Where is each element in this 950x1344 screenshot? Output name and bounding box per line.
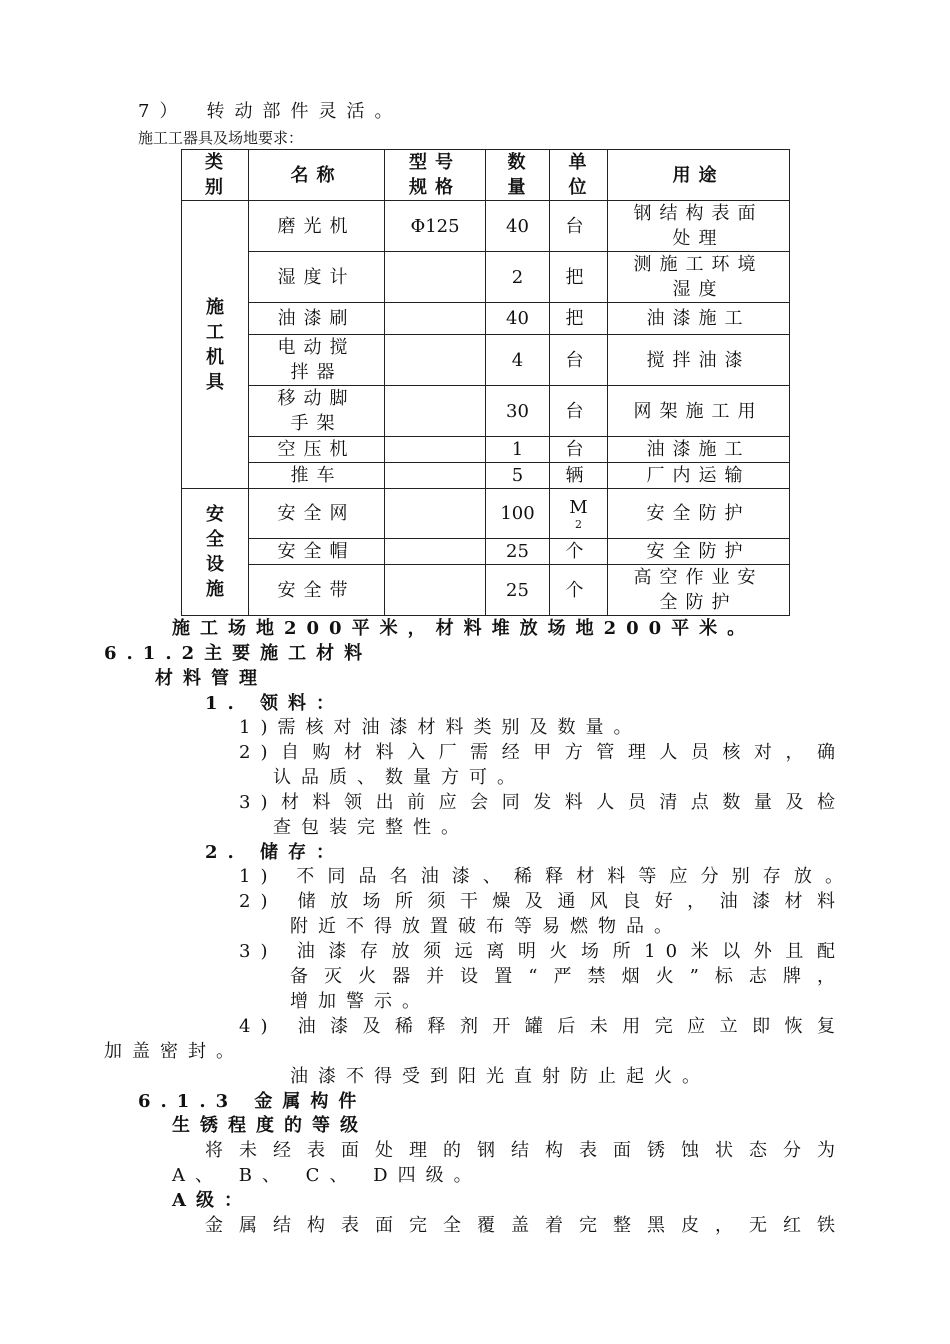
tool-unit: 把 [550,303,608,335]
tool-unit: 台 [550,437,608,463]
tool-unit: 台 [550,335,608,386]
tool-qty: 30 [486,386,550,437]
rust-para-line-1: 将未经表面处理的钢结构表面锈蚀状态分为 [205,1140,845,1161]
tool-name: 电动搅拌器 [249,335,385,386]
tool-use: 安全防护 [608,539,790,565]
header-category: 类别 [182,150,249,201]
tool-use: 搅拌油漆 [608,335,790,386]
section-6-1-3-title: 6.1.3 金属构件 [138,1091,367,1112]
tool-qty: 5 [486,463,550,489]
table-row [182,252,790,303]
section-6-1-2-title: 6.1.2主要施工材料 [104,643,373,664]
tool-unit: 个 [550,565,608,616]
tool-name: 安全网 [249,489,385,539]
tool-spec: Φ125 [385,201,486,252]
tool-name: 空压机 [249,437,385,463]
tool-unit: 辆 [550,463,608,489]
header-qty: 数量 [486,150,550,201]
tool-qty: 100 [486,489,550,539]
tool-spec [385,303,486,335]
tool-spec [385,539,486,565]
header-unit: 单位 [550,150,608,201]
tool-use: 油漆施工 [608,303,790,335]
item-2-line-7: 4) 油漆及稀释剂开罐后未用完应立即恢复 [239,1016,845,1037]
tool-name: 移动脚手架 [249,386,385,437]
tool-qty: 25 [486,565,550,616]
category-cell: 施工机具 [182,201,249,489]
item-2-line-4: 3) 油漆存放须远离明火场所10米以外且配 [239,941,845,962]
tool-spec [385,335,486,386]
tool-spec [385,489,486,539]
tool-use: 厂内运输 [608,463,790,489]
tool-unit: 个 [550,539,608,565]
item-7-text: 7） 转动部件灵活。 [138,101,403,122]
tool-qty: 40 [486,303,550,335]
material-management-heading: 材料管理 [155,668,267,689]
tool-use: 安全防护 [608,489,790,539]
table-header-row [182,150,790,201]
tool-name: 安全帽 [249,539,385,565]
table-row [182,463,790,489]
tool-spec [385,252,486,303]
tools-title: 施工工器具及场地要求： [138,129,304,147]
item-2-line-9: 油漆不得受到阳光直射防止起火。 [290,1066,710,1087]
tool-name: 湿度计 [249,252,385,303]
table-row [182,303,790,335]
tool-qty: 25 [486,539,550,565]
site-requirement: 施工场地200平米，材料堆放场地200平米。 [172,618,756,639]
item-2-title: 2. 储存： [205,842,345,863]
tool-qty: 1 [486,437,550,463]
tool-qty: 4 [486,335,550,386]
tool-spec [385,565,486,616]
tool-name: 油漆刷 [249,303,385,335]
item-2-line-8: 加盖密封。 [104,1041,244,1062]
tool-spec [385,463,486,489]
tool-use: 钢结构表面处理 [608,201,790,252]
header-use: 用途 [608,150,790,201]
tool-name: 安全带 [249,565,385,616]
tool-name: 磨光机 [249,201,385,252]
tool-qty: 2 [486,252,550,303]
tool-spec [385,386,486,437]
tool-use: 油漆施工 [608,437,790,463]
item-2-line-6: 增加警示。 [290,991,430,1012]
table-row [182,489,790,539]
table-row [182,539,790,565]
tool-use: 网架施工用 [608,386,790,437]
item-2-line-2: 2) 储放场所须干燥及通风良好，油漆材料 [239,891,845,912]
tool-unit: M 2 [550,489,608,539]
table-row [182,437,790,463]
item-2-line-3: 附近不得放置破布等易燃物品。 [290,916,682,937]
table-row [182,335,790,386]
tool-use: 高空作业安全防护 [608,565,790,616]
tool-unit: 台 [550,386,608,437]
item-1-line-5: 查包装完整性。 [273,817,469,838]
item-2-line-1: 1) 不同品名油漆、稀释材料等应分别存放。 [239,866,853,887]
grade-a-text: 金属结构表面完全覆盖着完整黑皮，无红铁 [205,1215,845,1236]
table-row [182,386,790,437]
tool-name: 推车 [249,463,385,489]
tool-qty: 40 [486,201,550,252]
header-spec: 型号规格 [385,150,486,201]
tools-table [181,149,790,616]
rust-para-line-2: A、 B、 C、 D四级。 [172,1165,482,1186]
tool-use: 测施工环境湿度 [608,252,790,303]
item-1-line-2: 2)自购材料入厂需经甲方管理人员核对，确 [239,742,845,763]
tool-unit: 把 [550,252,608,303]
table-row [182,201,790,252]
table-row [182,565,790,616]
item-1-title: 1. 领料： [205,693,345,714]
item-1-line-3: 认品质、数量方可。 [273,767,525,788]
tool-unit: 台 [550,201,608,252]
rust-grade-heading: 生锈程度的等级 [172,1115,368,1136]
category-cell: 安全设施 [182,489,249,616]
item-1-line-4: 3)材料领出前应会同发料人员清点数量及检 [239,792,845,813]
item-2-line-5: 备灭火器并设置“严禁烟火”标志牌， [290,966,845,987]
header-name: 名称 [249,150,385,201]
grade-a-heading: A级： [172,1190,252,1211]
item-1-line-1: 1)需核对油漆材料类别及数量。 [239,717,642,738]
tool-spec [385,437,486,463]
